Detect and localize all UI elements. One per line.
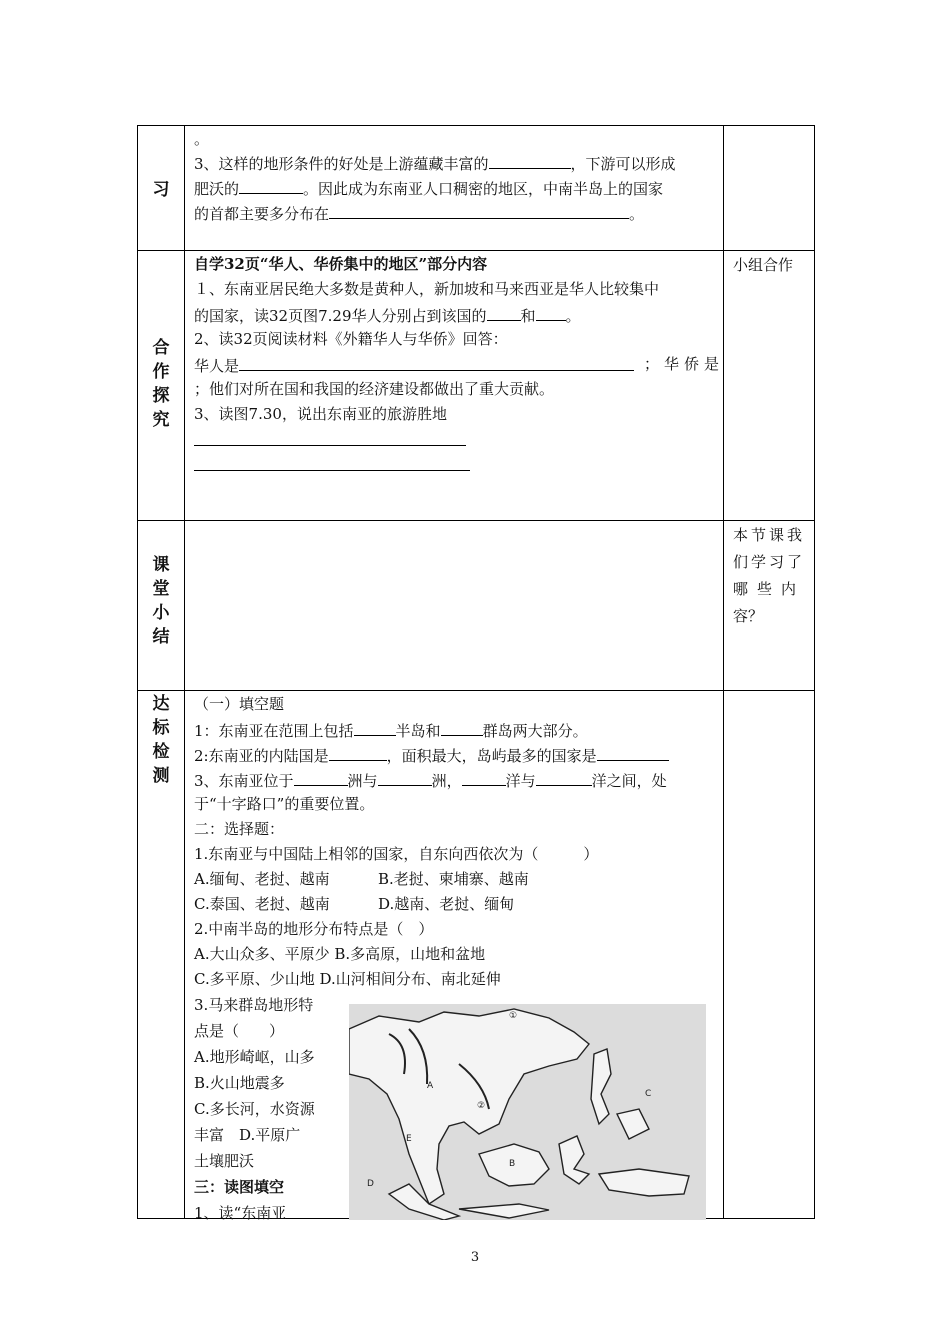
map-label-a: A [427, 1081, 434, 1091]
map-outline-icon [349, 1004, 706, 1220]
blank[interactable] [354, 717, 396, 736]
map-label-1: ① [509, 1011, 518, 1021]
row-hezuo-content: 自学32页“华人、华侨集中的地区”部分内容 １、东南亚居民绝大多数是黄种人，新加坡和马来西亚是华人比较集中 的国家，读32页图7.29华人分别占到该国的 和 。 2、读32页阅读材料《外籍华人与华侨》回答： 华人是 ；华侨是 ；他们对所在国和我国的经济建设都做出了重大贡献。 3、读图7.30，说出东南亚的旅游胜地 [194, 252, 724, 477]
row-label-hezuo: 合 作 探 究 [152, 338, 170, 430]
map-label-c: C [645, 1089, 652, 1099]
blank[interactable] [329, 742, 387, 761]
row-xi-content: 。 3、这样的地形条件的好处是上游蕴藏丰富的 ，下游可以形成 肥沃的 。因此成为东南亚人口稠密的地区，中南半岛上的国家 的首都主要多分布在 。 [194, 130, 676, 223]
section-title: 自学32页“华人、华侨集中的地区”部分内容 [194, 255, 488, 273]
blank[interactable] [489, 150, 571, 169]
answer-line[interactable] [194, 427, 466, 446]
row-label-xiaojie: 课 堂 小 结 [152, 555, 170, 647]
blank[interactable] [239, 352, 634, 371]
blank[interactable] [378, 767, 432, 786]
lesson-table [137, 125, 815, 1222]
row-divider-2 [138, 520, 814, 521]
blank[interactable] [536, 767, 592, 786]
blank[interactable] [536, 302, 566, 321]
blank[interactable] [462, 767, 506, 786]
map-label-e: E [406, 1134, 412, 1144]
question-3-text: 3.马来群岛地形特 点是（ ） A.地形崎岖，山多 B.火山地震多 C.多长河，水资源 丰富 D.平原广 土壤肥沃 三：读图填空 1、读“东南亚 [194, 996, 315, 1222]
row-label-xi: 习 [152, 180, 170, 200]
blank[interactable] [487, 302, 521, 321]
blank[interactable] [239, 175, 303, 194]
row-divider-3 [138, 690, 814, 691]
blank[interactable] [329, 200, 629, 219]
map-label-d: D [367, 1179, 374, 1189]
blank[interactable] [597, 742, 669, 761]
row-label-dabiao: 达 标 检 测 [152, 694, 170, 786]
answer-line[interactable] [194, 452, 470, 471]
side-note-hezuo: 小组合作 [733, 256, 794, 274]
map-label-2: ② [477, 1101, 486, 1111]
blank[interactable] [441, 717, 483, 736]
row-dabiao-content: （一）填空题 1：东南亚在范围上包括 半岛和 群岛两大部分。 2:东南亚的内陆国是 ，面积最大，岛屿最多的国家是 3、东南亚位于 洲与 洲， 洋与 洋之间，处 于“十字路口”的重要位置。 二：选择题： 1.东南亚与中国陆上相邻的国家，自东向西依次为（ ） A.缅甸、老挝、越南 B.老挝、柬埔寨、越南 C.泰国、老挝、越南 D.越南、老挝、缅甸 2.中南半岛的地形分布特点是（ ） A.大山众多、平原少 B.多高原，山地和盆地 C.多平原、少山地 D.山河相间分布、南北延伸 [194, 692, 724, 992]
column-divider-1 [184, 126, 185, 1218]
southeast-asia-map [349, 1004, 706, 1220]
map-label-b: B [509, 1159, 516, 1169]
side-note-xiaojie: 本节课我 们学习了 哪些内 容？ [733, 526, 806, 625]
page-number: 3 [470, 1250, 480, 1265]
blank[interactable] [294, 767, 348, 786]
row-divider-1 [138, 250, 814, 251]
